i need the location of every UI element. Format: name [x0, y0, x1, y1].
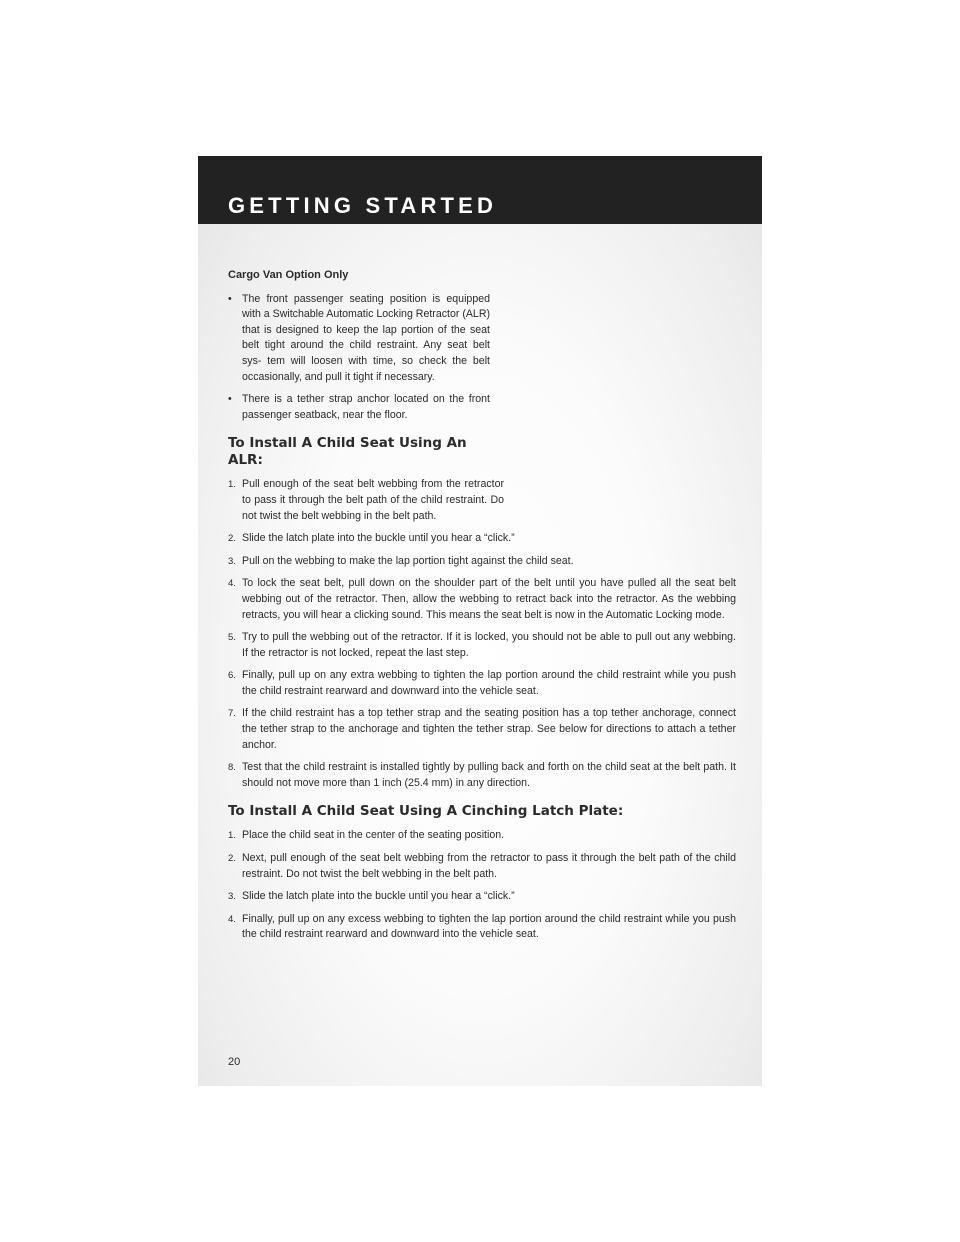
- step-text: Pull enough of the seat belt webbing from the retractor to pass it through the belt path of the child restraint. Do not twist the belt webbing in the belt path.: [242, 478, 504, 522]
- step-text: Finally, pull up on any excess webbing to tighten the lap portion around the child restraint while you push the child restraint rearward and downward into the vehicle seat.: [242, 912, 736, 941]
- step-number: 2.: [228, 533, 236, 545]
- step-text: Slide the latch plate into the buckle until you hear a “click.”: [242, 532, 515, 545]
- manual-page: [198, 156, 762, 1086]
- step-number: 3.: [228, 555, 236, 567]
- step-text: Next, pull enough of the seat belt webbing from the retractor to pass it through the belt path of the child restraint. Do not twist the belt webbing in the belt path.: [242, 852, 736, 880]
- step-number: 1.: [228, 479, 236, 491]
- alr-step: [228, 760, 736, 791]
- bullet-icon: •: [228, 393, 232, 406]
- alr-step: [228, 531, 736, 547]
- bullet-item: [228, 392, 490, 423]
- step-number: 4.: [228, 913, 236, 925]
- alr-step: [228, 576, 736, 623]
- bullet-icon: •: [228, 292, 232, 305]
- bullet-text: The front passenger seating position is equipped with a Switchable Automatic Locking Retractor (ALR) that is designed to keep the lap portion of the seat belt tight around the child restraint. Any seat belt sys- tem will loosen with time, so check the belt occasionally, and pull it tight if necessary.: [242, 292, 490, 383]
- cinching-step: [228, 912, 736, 943]
- alr-step: [228, 706, 736, 753]
- bullet-item: [228, 292, 490, 386]
- step-text: Slide the latch plate into the buckle until you hear a “click.”: [242, 890, 515, 903]
- page-content: [228, 268, 736, 950]
- step-text: Try to pull the webbing out of the retractor. If it is locked, you should not be able to pull out any webbing. If the retractor is not locked, repeat the last step.: [242, 631, 736, 659]
- step-number: 1.: [228, 830, 236, 842]
- step-number: 7.: [228, 708, 236, 720]
- step-text: Place the child seat in the center of the seating position.: [242, 829, 505, 842]
- page-number: 20: [228, 1056, 241, 1068]
- alr-step: [228, 554, 736, 570]
- cargo-van-subhead: Cargo Van Option Only: [228, 269, 349, 281]
- step-number: 3.: [228, 891, 236, 903]
- step-number: 8.: [228, 762, 236, 774]
- step-number: 5.: [228, 632, 236, 644]
- alr-step: [228, 477, 504, 524]
- step-text: To lock the seat belt, pull down on the shoulder part of the belt until you have pulled all the seat belt webbing out of the retractor. Then, allow the webbing to retract back into the retractor. As the webbing retracts, you will hear a clicking sound. This means the seat belt is now in the Automatic Locking mode.: [242, 577, 736, 621]
- cinching-step: [228, 828, 736, 844]
- cinching-step: [228, 851, 736, 882]
- step-number: 6.: [228, 670, 236, 682]
- cargo-van-bullets: [228, 292, 490, 424]
- section-header-bar: [198, 156, 762, 224]
- step-text: Pull on the webbing to make the lap portion tight against the child seat.: [242, 554, 574, 567]
- alr-install-heading: To Install A Child Seat Using An ALR:: [228, 435, 467, 469]
- section-title: GETTING STARTED: [228, 193, 498, 218]
- cinching-step: [228, 889, 736, 905]
- step-text: Test that the child restraint is installed tightly by pulling back and forth on the child seat at the belt path. It should not move more than 1 inch (25.4 mm) in any direction.: [242, 761, 736, 789]
- step-number: 2.: [228, 853, 236, 865]
- alr-step: [228, 668, 736, 699]
- alr-step: [228, 630, 736, 661]
- step-text: If the child restraint has a top tether strap and the seating position has a top tether anchorage, connect the tether strap to the anchorage and tighten the tether strap. See below for directions to attach a tether anchor.: [242, 707, 736, 751]
- bullet-text: There is a tether strap anchor located on the front passenger seatback, near the floor.: [242, 393, 490, 421]
- cinching-latch-heading: To Install A Child Seat Using A Cinching Latch Plate:: [228, 803, 624, 820]
- step-text: Finally, pull up on any extra webbing to tighten the lap portion around the child restraint while you push the child restraint rearward and downward into the vehicle seat.: [242, 669, 736, 697]
- step-number: 4.: [228, 578, 236, 590]
